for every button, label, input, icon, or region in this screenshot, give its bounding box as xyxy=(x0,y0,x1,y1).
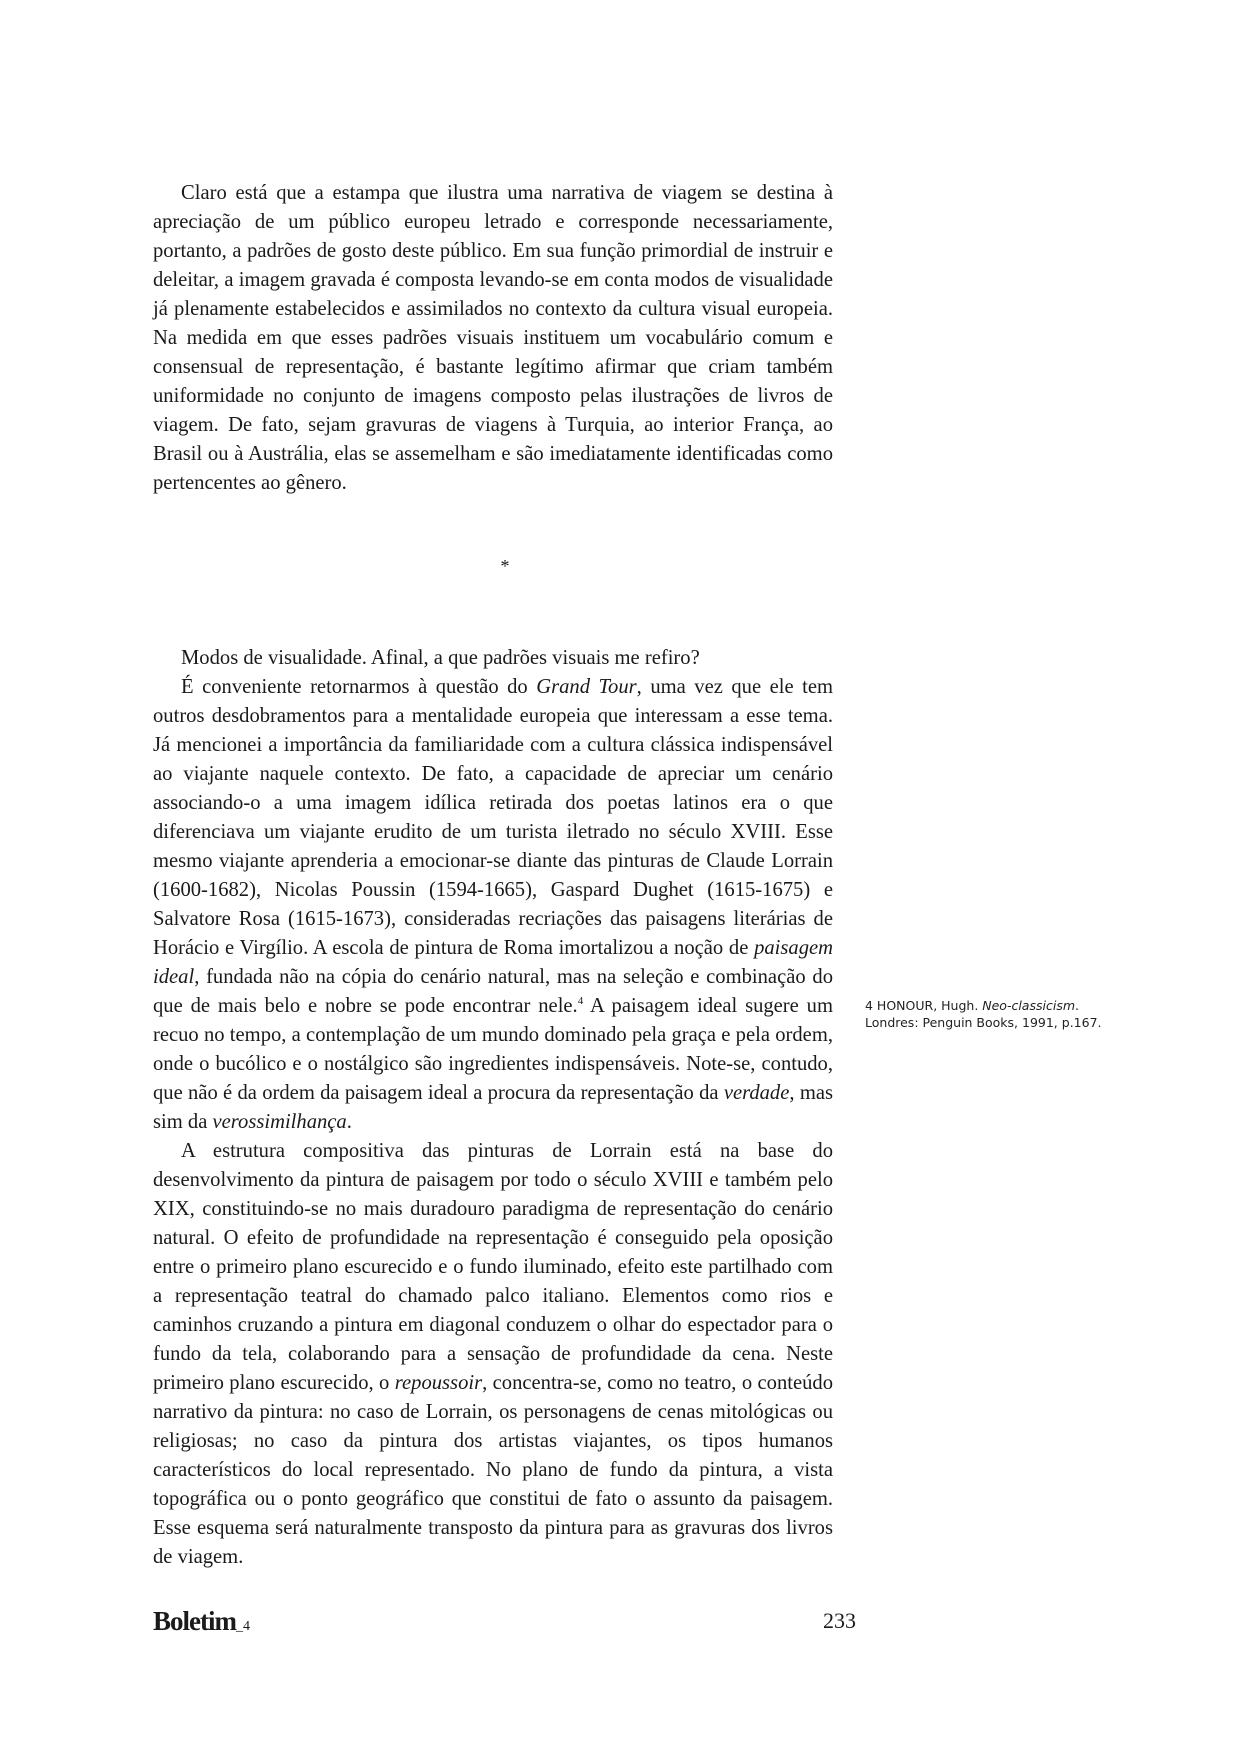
footnote-number: 4 xyxy=(865,998,873,1013)
text-run: , fundada não na cópia do cenário natural, mas na seleção e combinação do que de mais belo e nobre se pode encontrar nele. xyxy=(153,966,833,1017)
footnote-4 xyxy=(865,997,1125,1031)
text-run: , concentra-se, como no teatro, o conteúdo narrativo da pintura: no caso de Lorrain, os personagens de cenas mitológicas ou religiosas; no caso da pintura dos artistas viajantes, os tipos humanos característicos do local representado. No plano de fundo da pintura, a vista topográfica ou o ponto geográfico que constitui de fato o assunto da paisagem. Esse esquema será naturalmente transposto da pintura para as gravuras dos livros de viagem. xyxy=(153,1372,834,1568)
emphasis: paisagem ideal xyxy=(153,937,833,988)
paragraph: Claro está que a estampa que ilustra uma narrativa de viagem se destina à apreciação de um público europeu letrado e corresponde necessariamente, portanto, a padrões de gosto deste público. Em sua função primordial de instruir e deleitar, a imagem gravada é composta levando-se em conta modos de visualidade já plenamente estabelecidos e assimilados no contexto da cultura visual europeia. Na medida em que esses padrões visuais instituem um vocabulário comum e consensual de representação, é bastante legítimo afirmar que criam também uniformidade no conjunto de imagens composto pelas ilustrações de livros de viagem. De fato, sejam gravuras de viagens à Turquia, ao interior França, ao Brasil ou à Austrália, elas se assemelham e são imediatamente identificadas como pertencentes ao gênero. xyxy=(153,182,833,494)
footnote-details: . Londres: Penguin Books, 1991, p.167. xyxy=(865,998,1102,1030)
text-run: A estrutura compositiva das pinturas de Lorrain está na base do desenvolvimento da pintura de paisagem por todo o século XVIII e também pelo XIX, constituindo-se no mais duradouro paradigma de representação do cenário natural. O efeito de profundidade na representação é conseguido pela oposição entre o primeiro plano escurecido e o fundo iluminado, efeito este partilhado com a representação teatral do chamado palco italiano. Elementos como rios e caminhos cruzando a pintura em diagonal conduzem o olhar do espectador para o fundo da tela, colaborando para a sensação de profundidade da cena. Neste primeiro plano escurecido, o xyxy=(153,1140,833,1394)
footnote-reference: 4 xyxy=(577,995,584,1008)
emphasis: verossimilhança xyxy=(212,1111,347,1133)
footnote-title: Neo-classicism xyxy=(982,998,1076,1013)
emphasis: repoussoir xyxy=(394,1372,483,1394)
text-run: A paisagem ideal sugere um recuo no tempo, a contemplação de um mundo dominado pela graça e pela ordem, onde o bucólico e o nostálgico são ingredientes indispensáveis. Note-se, contudo, que não é da ordem da paisagem ideal a procura da representação da xyxy=(153,995,833,1104)
paragraph xyxy=(153,1137,833,1572)
paragraph xyxy=(153,673,833,1137)
body-text-section-1 xyxy=(153,179,833,498)
section-separator: * xyxy=(500,556,510,576)
journal-logo xyxy=(153,1606,250,1642)
text-run: , uma vez que ele tem outros desdobramentos para a mentalidade europeia que interessam a esse tema. Já mencionei a importância da familiaridade com a cultura clássica indispensável ao viajante naquele contexto. De fato, a capacidade de apreciar um cenário associando-o a uma imagem idílica retirada dos poetas latinos era o que diferenciava um viajante erudito de um turista iletrado no século XVIII. Esse mesmo viajante aprenderia a emocionar-se diante das pinturas de Claude Lorrain (1600-1682), Nicolas Poussin (1594-1665), Gaspard Dughet (1615-1675) e Salvatore Rosa (1615-1673), consideradas recriações das paisagens literárias de Horácio e Virgílio. A escola de pintura de Roma imortalizou a noção de xyxy=(153,676,833,959)
text-run: , mas sim da xyxy=(153,1082,833,1133)
text-run: . xyxy=(346,1111,352,1133)
journal-issue: _4 xyxy=(235,1619,250,1634)
emphasis: verdade xyxy=(723,1082,790,1104)
footnote-author: HONOUR, Hugh. xyxy=(872,998,983,1013)
paragraph: Modos de visualidade. Afinal, a que padrões visuais me refiro? xyxy=(181,647,700,669)
page-number: 233 xyxy=(823,1608,856,1633)
text-run: É conveniente retornarmos à questão do xyxy=(181,676,537,698)
body-text-section-2 xyxy=(153,644,833,1572)
journal-name: Boletim xyxy=(153,1606,236,1636)
emphasis: Grand Tour xyxy=(536,676,637,698)
